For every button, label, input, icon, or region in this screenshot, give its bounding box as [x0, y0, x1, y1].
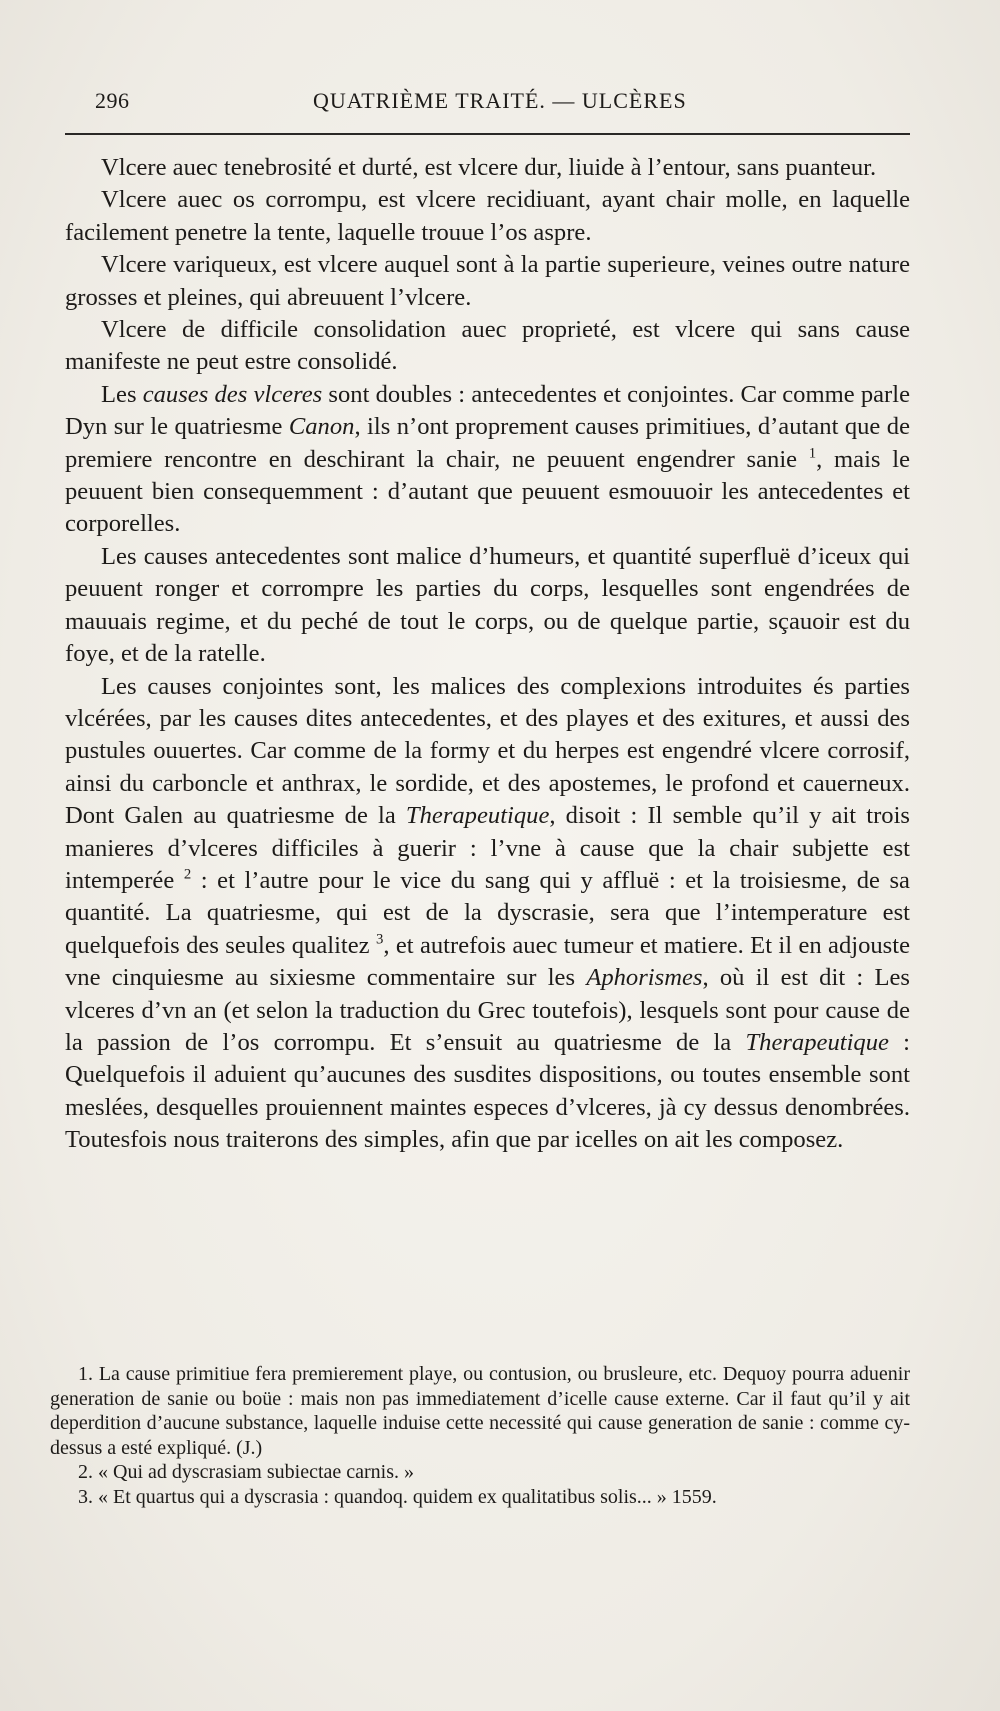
running-head: [95, 88, 915, 122]
paragraph-7-text-6: : Quelquefois il aduient qu’aucunes des susdites dispositions, ou toutes ensemble sont meslées, desquelles prouiennent maintes especes d’vlceres, jà cy dessus denombrées. Toutesfois nous traiterons des simples, afin que par icelles on ait les composez.: [65, 1028, 910, 1154]
paragraph-1: Vlcere auec tenebrosité et durté, est vlcere dur, liuide à l’entour, sans puanteur.: [101, 154, 877, 181]
paragraph-7-text-5: , où il est dit : Les vlceres d’vn an (et selon la traduction du Grec toutefois), lesquels sont pour cause de la passion de l’os corrompu. Et s’ensuit au quatriesme de la: [65, 964, 910, 1056]
footnote-2: 2. « Qui ad dyscrasiam subiectae carnis. »: [78, 1461, 415, 1483]
footnote-1: 1. La cause primitiue fera premierement playe, ou contusion, ou brusleure, etc. Dequoy pourra aduenir generation de sanie ou boüe : mais non pas immediatement d’icelle cause externe. Car il faut qu’il y ait deperdition d’aucune substance, laquelle induise cette necessité qui cause generation de sanie : comme cy-dessus a esté expliqué. (J.): [50, 1363, 910, 1459]
paragraph-5-text-2: sont doubles : antecedentes et conjointes. Car comme parle Dyn sur le quatriesme: [65, 380, 910, 441]
paragraph-2: Vlcere auec os corrompu, est vlcere recidiuant, ayant chair molle, en laquelle facilement penetre la tente, laquelle trouue l’os aspre.: [65, 186, 910, 246]
paragraph-7-italic-2: Aphorismes: [586, 964, 703, 992]
paragraph-4: Vlcere de difficile consolidation auec proprieté, est vlcere qui sans cause manifeste ne peut estre consolidé.: [65, 316, 910, 376]
paragraph-7: [65, 671, 910, 1157]
footnote-ref-2: 2: [183, 866, 192, 883]
paragraph-5-text-1: Les: [101, 380, 143, 408]
paragraph-7-text-2: , disoit : Il semble qu’il y ait trois manieres d’vlceres difficiles à guerir : l’vne à cause que la chair subjette est intemperée: [65, 802, 910, 894]
paragraph-5-italic-1: causes des vlceres: [142, 380, 323, 408]
footnote-3: 3. « Et quartus qui a dyscrasia : quandoq. quidem ex qualitatibus solis... » 1559.: [78, 1485, 717, 1508]
footnote-ref-1: 1: [808, 445, 817, 462]
running-title: QUATRIÈME TRAITÉ. — ULCÈRES: [313, 88, 687, 113]
paragraph-7-text-3: : et l’autre pour le vice du sang qui y affluë : et la troisiesme, de sa quantité. La quatriesme, qui est de la dyscrasie, sera que l’intemperature est quelquefois des seules qualitez: [65, 866, 910, 959]
body-text: [65, 152, 910, 1157]
paragraph-5-text-3: , ils n’ont proprement causes primitiues, d’autant que de premiere rencontre en deschirant la chair, ne peuuent engendrer sanie: [65, 413, 911, 473]
paragraph-3: Vlcere variqueux, est vlcere auquel sont à la partie superieure, veines outre nature grosses et pleines, qui abreuuent l’vlcere.: [65, 251, 910, 311]
paragraph-7-text-4: , et autrefois auec tumeur et matiere. Et il en adjouste vne cinquiesme au sixiesme commentaire sur les: [65, 931, 910, 992]
paragraph-5: [65, 379, 910, 541]
paragraph-7-italic-3: Therapeutique: [745, 1028, 889, 1056]
paragraph-6: Les causes antecedentes sont malice d’humeurs, et quantité superfluë d’iceux qui peuuent ronger et corrompre les parties du corps, lesquelles sont engendrées de mauuais regime, et du peché de tout le corps, ou de quelque partie, sçauoir est du foye, et de la ratelle.: [65, 542, 910, 668]
page-number: 296: [95, 88, 130, 113]
footnote-ref-3: 3: [375, 931, 384, 948]
footnotes: [50, 1362, 910, 1509]
paragraph-7-text-1: Les causes conjointes sont, les malices des complexions introduites és parties vlcérées, par les causes dites antecedentes, et des playes et des exitures, et aussi des pustules ouuertes. Car comme de la formy et du herpes est engendré vlcere corrosif, ainsi du carboncle et anthrax, le sordide, et des apostemes, le profond et cauerneux. Dont Galen au quatriesme de la: [65, 672, 910, 830]
paragraph-5-text-4: , mais le peuuent bien consequemment : d’autant que peuuent esmouuoir les antecedentes et corporelles.: [65, 445, 910, 538]
paragraph-7-italic-1: Therapeutique: [405, 802, 550, 830]
paragraph-5-italic-2: Canon: [288, 413, 355, 441]
header-rule: [65, 133, 910, 135]
